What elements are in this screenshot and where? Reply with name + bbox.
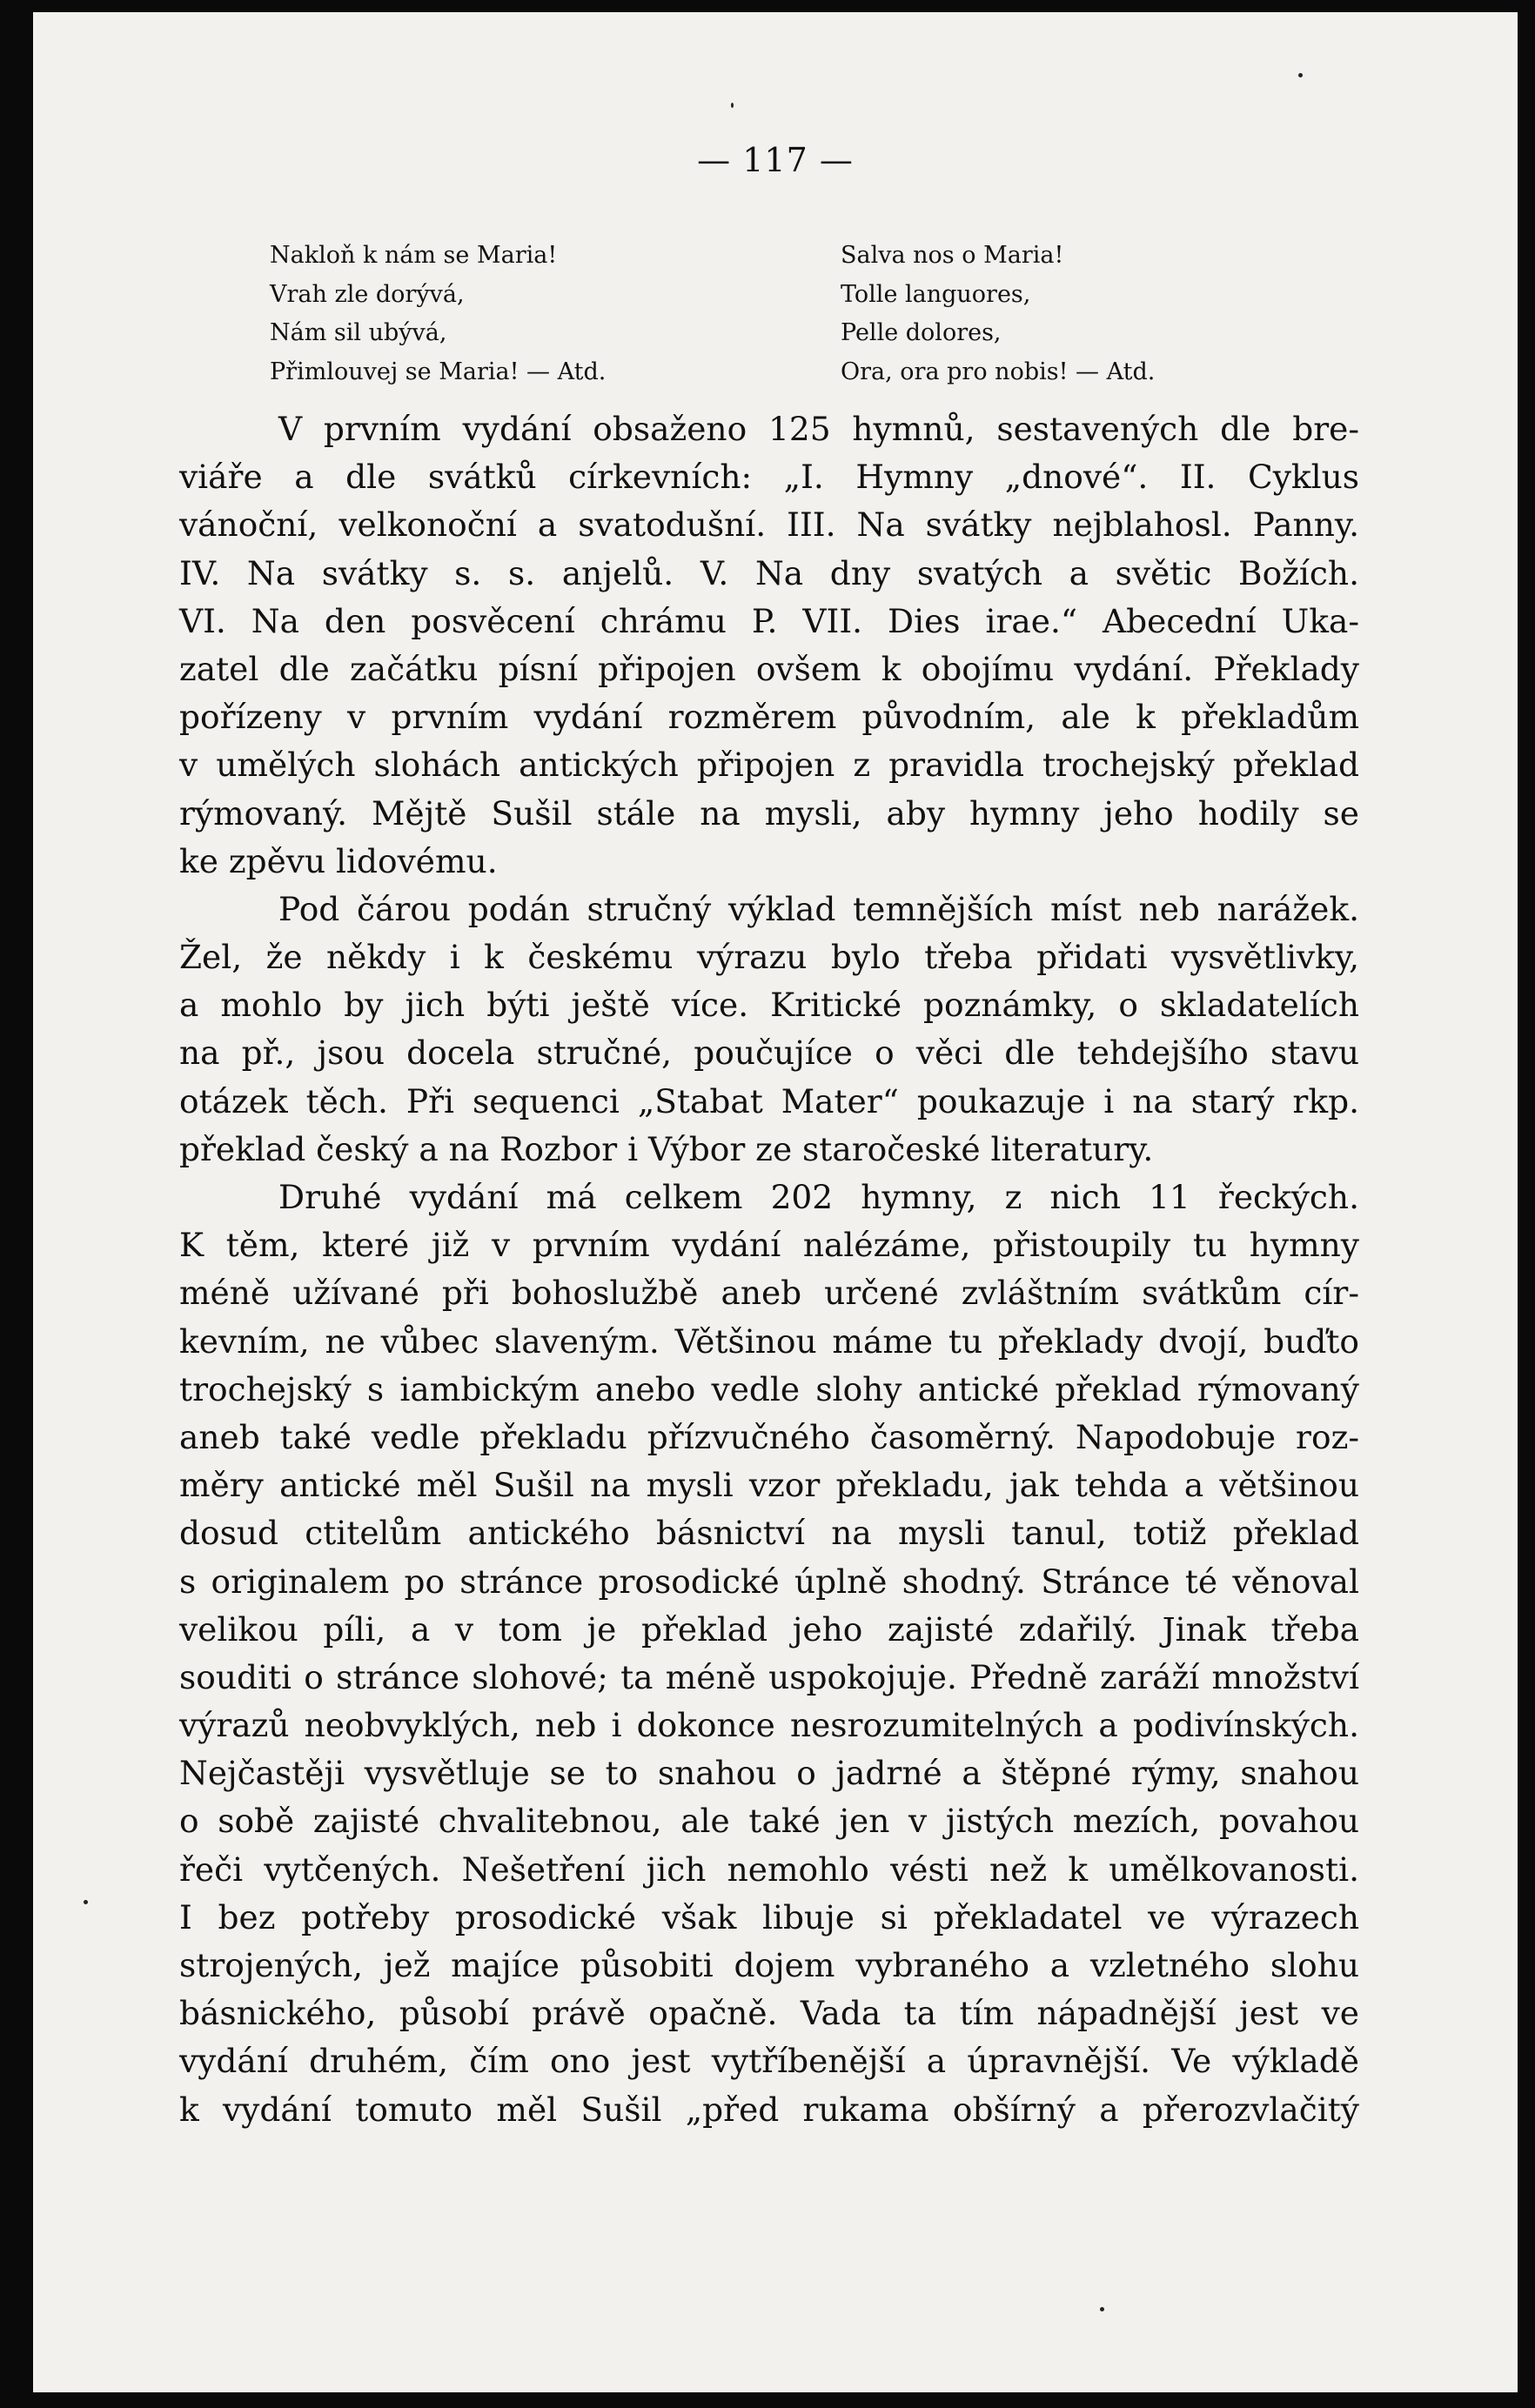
text-line: řeči vytčených. Nešetření jich nemohlo vésti než k umělkovanosti. (179, 1849, 1359, 1889)
text-line: aneb také vedle překladu přízvučného časoměrný. Napodobuje roz- (179, 1417, 1359, 1456)
body-text (179, 405, 1359, 2134)
poem-latin (841, 237, 1155, 391)
poem-line: Přimlouvej se Maria! — Atd. (270, 358, 607, 385)
scan-speck (84, 1900, 88, 1904)
poem-line: Ora, ora pro nobis! — Atd. (841, 358, 1156, 385)
scan-speck (1298, 73, 1303, 77)
text-line: o sobě zajisté chvalitebnou, ale také jen v jistých mezích, povahou (179, 1802, 1359, 1841)
text-line: I bez potřeby prosodické však libuje si překladatel ve výrazech (179, 1897, 1359, 1936)
text-line: dosud ctitelům antického básnictví na mysli tanul, totiž překlad (179, 1514, 1359, 1553)
text-line: překlad český a na Rozbor i Výbor ze staročeské literatury. (179, 1129, 1154, 1168)
text-line: rýmovaný. Mějtě Sušil stále na mysli, aby hymny jeho hodily se (179, 793, 1359, 833)
text-line: pořízeny v prvním vydání rozměrem původním, ale k překladům (179, 698, 1359, 737)
text-line: viáře a dle svátků církevních: „I. Hymny „dnové“. II. Cyklus (179, 458, 1359, 497)
text-line: souditi o stránce slohové; ta méně uspokojuje. Předně zaráží množství (179, 1657, 1359, 1696)
text-line: na př., jsou docela stručné, poučujíce o věci dle tehdejšího stavu (179, 1033, 1359, 1073)
text-line: IV. Na svátky s. s. anjelů. V. Na dny svatých a světic Božích. (179, 553, 1359, 592)
text-line: ke zpěvu lidovému. (179, 841, 498, 880)
poem-line: Pelle dolores, (841, 319, 1002, 346)
text-line: otázek těch. Při sequenci „Stabat Mater“ poukazuje i na starý rkp. (179, 1081, 1359, 1120)
poem-line: Vrah zle dorývá, (270, 280, 465, 308)
text-line: v umělých slohách antických připojen z pravidla trochejský překlad (179, 746, 1359, 785)
scan-speck (1100, 2307, 1104, 2311)
text-line: vydání druhém, čím ono jest vytříbenější a úpravnější. Ve výkladě (179, 2042, 1359, 2081)
poem-line: Salva nos o Maria! (841, 242, 1064, 269)
poem-line: Tolle languores, (841, 280, 1031, 308)
scanned-page (33, 12, 1518, 2392)
text-line: Nejčastěji vysvětluje se to snahou o jadrné a štěpné rýmy, snahou (179, 1754, 1359, 1793)
text-line: měry antické měl Sušil na mysli vzor překladu, jak tehda a většinou (179, 1466, 1359, 1505)
page-number: — 117 — (697, 141, 854, 179)
text-line: básnického, působí právě opačně. Vada ta tím nápadnější jest ve (179, 1994, 1359, 2033)
text-line: Žel, že někdy i k českému výrazu bylo třeba přidati vysvětlivky, (179, 938, 1359, 977)
poem-czech (270, 237, 606, 391)
text-line: Druhé vydání má celkem 202 hymny, z nich 11 řeckých. (278, 1178, 1359, 1216)
text-line: V prvním vydání obsaženo 125 hymnů, sestavených dle bre- (278, 410, 1359, 448)
text-line: Pod čárou podán stručný výklad temnějších míst neb narážek. (278, 889, 1359, 928)
scan-border (1518, 0, 1535, 2408)
text-line: trochejský s iambickým anebo vedle slohy antické překlad rýmovaný (179, 1369, 1359, 1408)
text-line: a mohlo by jich býti ještě více. Kritické poznámky, o skladatelích (179, 986, 1359, 1025)
poem-line: Nakloň k nám se Maria! (270, 242, 558, 269)
scan-speck (731, 103, 734, 108)
text-line: K těm, které již v prvním vydání nalézáme, přistoupily tu hymny (179, 1226, 1359, 1265)
text-line: k vydání tomuto měl Sušil „před rukama obšírný a přerozvlačitý (179, 2090, 1359, 2129)
text-line: kevním, ne vůbec slaveným. Většinou máme tu překlady dvojí, buďto (179, 1321, 1359, 1361)
text-line: VI. Na den posvěcení chrámu P. VII. Dies irae.“ Abecední Uka- (179, 601, 1359, 640)
poem-line: Nám sil ubývá, (270, 319, 447, 346)
text-line: vánoční, velkonoční a svatodušní. III. Na svátky nejblahosl. Panny. (179, 505, 1359, 545)
text-line: výrazů neobvyklých, neb i dokonce nesrozumitelných a podivínských. (179, 1706, 1359, 1745)
text-line: strojených, jež majíce působiti dojem vybraného a vzletného slohu (179, 1946, 1359, 1984)
text-line: zatel dle začátku písní připojen ovšem k obojímu vydání. Překlady (179, 649, 1359, 688)
text-line: velikou píli, a v tom je překlad jeho zajisté zdařilý. Jinak třeba (179, 1609, 1359, 1649)
text-line: méně užívané při bohoslužbě aneb určené zvláštním svátkům cír- (179, 1274, 1359, 1313)
text-line: s originalem po stránce prosodické úplně shodný. Stránce té věnoval (179, 1562, 1359, 1601)
